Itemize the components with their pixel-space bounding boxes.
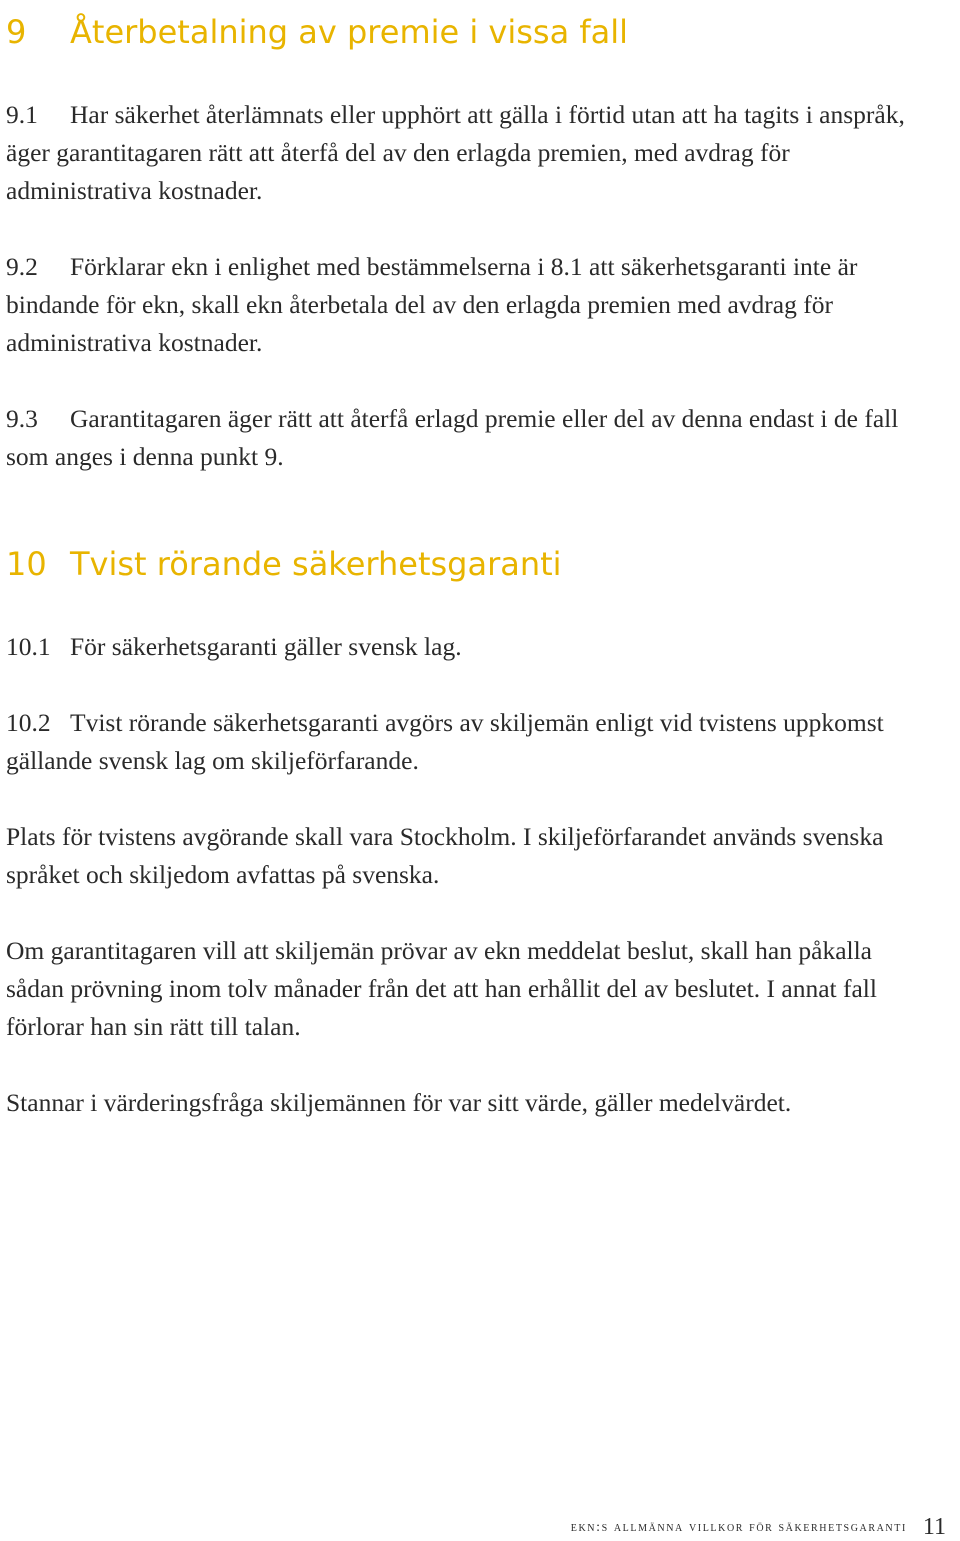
clause-10-1 xyxy=(6,628,936,666)
clause-number: 10.2 xyxy=(6,708,51,737)
paragraph-valuation: Stannar i värderingsfråga skiljemännen för var sitt värde, gäller medelvärdet. xyxy=(6,1088,792,1117)
clause-number: 9.3 xyxy=(6,404,38,433)
clause-text: Förklarar ekn i enlighet med bestämmelserna i 8.1 att säkerhetsgaranti inte är bindande för ekn, skall ekn återbetala del av den erlagda premien med avdrag för administrativa kostnader. xyxy=(6,252,858,357)
section-9-heading xyxy=(6,12,628,52)
clause-number: 9.2 xyxy=(6,252,38,281)
clause-number: 9.1 xyxy=(6,100,38,129)
paragraph-appeal: Om garantitagaren vill att skiljemän prövar av ekn meddelat beslut, skall han påkalla sådan prövning inom tolv månader från det att han erhållit del av beslutet. I annat fall förlorar han sin rätt till talan. xyxy=(6,936,877,1041)
clause-text: Garantitagaren äger rätt att återfå erlagd premie eller del av denna endast i de fall som anges i denna punkt 9. xyxy=(6,404,899,471)
clause-text: Tvist rörande säkerhetsgaranti avgörs av skiljemän enligt vid tvistens uppkomst gällande svensk lag om skiljeförfarande. xyxy=(6,708,884,775)
clause-text: Har säkerhet återlämnats eller upphört att gälla i förtid utan att ha tagits i anspråk, äger garantitagaren rätt att återfå del av den erlagda premien, med avdrag för administrativa kostnader. xyxy=(6,100,905,205)
clause-number: 10.1 xyxy=(6,632,51,661)
clause-10-2 xyxy=(6,704,936,780)
paragraph-venue: Plats för tvistens avgörande skall vara Stockholm. I skiljeförfarandet används svenska språket och skiljedom avfattas på svenska. xyxy=(6,822,884,889)
section-9-number: 9 xyxy=(6,13,27,51)
section-9-title: Återbetalning av premie i vissa fall xyxy=(70,13,629,51)
section-10-number: 10 xyxy=(6,545,47,583)
section-10-heading xyxy=(6,544,562,584)
section-10-title: Tvist rörande säkerhetsgaranti xyxy=(70,545,562,583)
clause-9-1 xyxy=(6,96,936,210)
page-footer xyxy=(571,1514,946,1541)
clause-text: För säkerhetsgaranti gäller svensk lag. xyxy=(70,632,462,661)
clause-9-2 xyxy=(6,248,936,362)
footer-title: ekn:s allmänna villkor för säkerhetsgaranti xyxy=(570,1520,907,1535)
page-number: 11 xyxy=(922,1514,946,1540)
clause-9-3 xyxy=(6,400,936,476)
